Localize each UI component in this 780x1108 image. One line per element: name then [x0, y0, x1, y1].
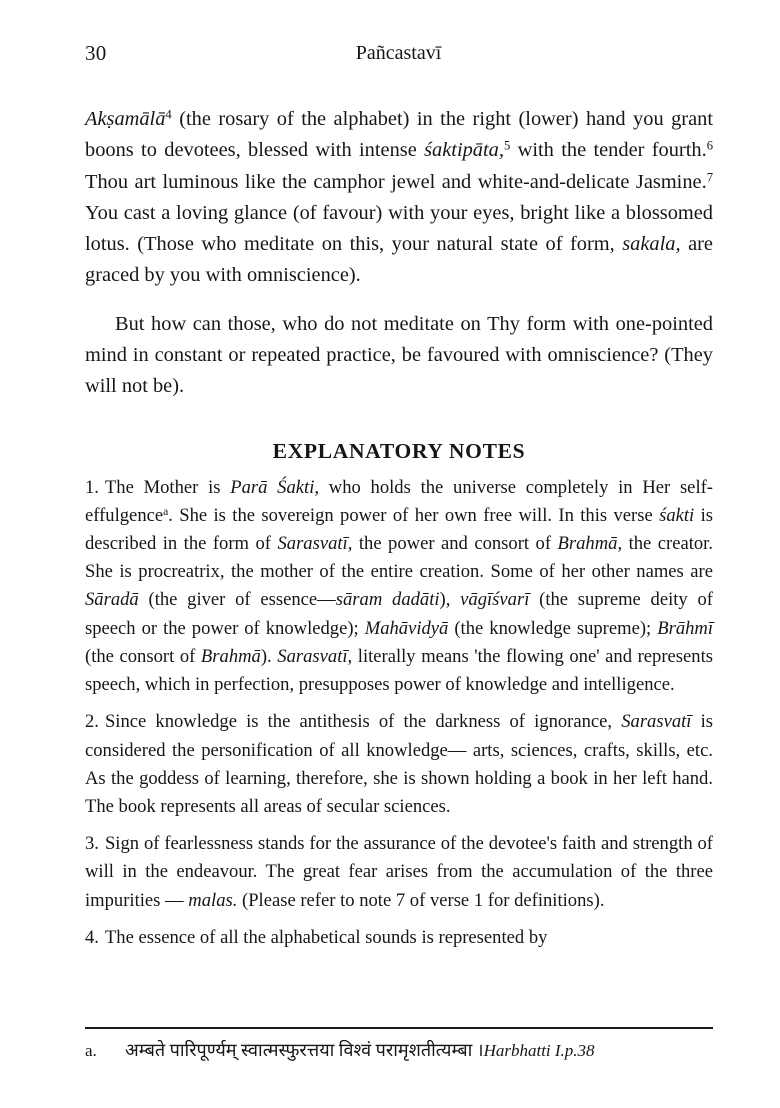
note-italic-brahma-2: Brahmā: [200, 645, 261, 667]
footnote-entry: [85, 1037, 713, 1064]
note-text: (the knowledge supreme);: [448, 617, 658, 639]
note-number: 3.: [85, 833, 99, 855]
note-text: Sign of fearlessness stands for the assurance of the devotee's faith and strength of will in the endeavour. The great fear arises from the accumulation of the three impurities —: [85, 833, 713, 911]
footnote-marker-7: 7: [706, 170, 713, 185]
footnote-marker-a: a: [163, 505, 169, 518]
note-text: ),: [439, 589, 461, 611]
verse-paragraph-2: But how can those, who do not meditate on Thy form with one-pointed mind in constant or repeated practice, be favoured with omniscience? (They will not be).: [85, 312, 713, 398]
note-italic-para-sakti: Parā Śakti,: [230, 476, 320, 498]
verse-segment-5: are graced by you with omniscience).: [85, 233, 713, 287]
note-text: (Please refer to note 7 of verse 1 for definitions).: [237, 889, 605, 911]
note-text: is described in the form of: [85, 504, 713, 555]
note-item-3: [85, 830, 713, 915]
verse-segment-4: You cast a loving glance (of favour) with your eyes, bright like a blossomed lotus. (Those who meditate on this, your natural state of form,: [85, 201, 713, 256]
note-italic-sarada: Sāradā: [85, 589, 139, 611]
verse-segment-3: Thou art luminous like the camphor jewel and white-and-delicate Jasmine.: [85, 170, 707, 193]
note-text: . She is the sovereign power of her own free will. In this verse: [168, 504, 660, 526]
note-italic-sarasvati-2: Sarasvatī,: [277, 645, 353, 667]
note-text: (the supreme deity of speech or the power of knowledge);: [85, 589, 713, 639]
note-text: who holds the universe completely in Her self-effulgence: [85, 476, 713, 526]
note-text: The essence of all the alphabetical sounds is represented by: [104, 926, 548, 948]
note-item-1: [85, 474, 713, 700]
note-text: literally means 'the flowing one' and represents speech, which in perfection, presupposes power of knowledge and intelligence.: [85, 645, 713, 696]
verse-italic-sakala: sakala,: [622, 233, 681, 256]
note-number: 4.: [85, 926, 99, 948]
footnote-devanagari-text: अम्बते पारिपूर्ण्यम् स्वात्मस्फुरत्तया विश्वं परामृशतीत्यम्बा ।: [125, 1040, 484, 1060]
footnote-marker-4: 4: [165, 107, 172, 122]
verse-segment-1: (the rosary of the alphabet) in the right (lower) hand you grant boons to devotees, blessed with intense: [85, 108, 713, 162]
explanatory-notes-list: [85, 474, 713, 952]
note-italic-sarasvati: Sarasvatī: [621, 711, 692, 733]
note-italic-sarasvati: Sarasvatī,: [277, 533, 353, 555]
note-text: the creator. She is procreatrix, the mother of the entire creation. Some of her other names are: [85, 533, 713, 583]
note-italic-brahmi: Brāhmī: [657, 617, 713, 639]
footnote-separator-rule: [85, 1027, 713, 1029]
note-text: the power and consort of: [352, 533, 558, 555]
note-italic-brahma: Brahmā,: [557, 533, 623, 555]
footnote-label-a: a.: [85, 1041, 97, 1060]
verse-paragraph-1: [85, 104, 713, 292]
page-number: 30: [85, 41, 107, 65]
verse-translation-block: [85, 104, 713, 403]
section-heading-explanatory-notes: EXPLANATORY NOTES: [272, 438, 526, 463]
note-number: 2.: [85, 711, 99, 733]
note-text: (the consort of: [85, 645, 201, 667]
note-number: 1.: [85, 476, 99, 498]
footnote-marker-6: 6: [706, 138, 713, 153]
running-head: [85, 40, 712, 66]
verse-italic-saktipata: śaktipāta,: [424, 139, 504, 162]
note-item-4: [85, 924, 713, 952]
verse-segment-2: with the tender fourth.: [510, 139, 707, 162]
footnote-source-reference: Harbhatti I.p.38: [483, 1041, 595, 1060]
note-italic-vagisvari: vāgīśvarī: [460, 589, 530, 611]
footnote-marker-5: 5: [503, 138, 511, 153]
note-italic-malas: malas.: [188, 889, 238, 911]
running-title: Pañcastavī: [355, 42, 442, 64]
note-text: The Mother is: [104, 476, 231, 498]
note-text: ).: [260, 645, 278, 667]
text-column: [85, 104, 713, 954]
note-text: is considered the personification of all knowledge— arts, sciences, crafts, skills, etc. As the goddess of learning, therefore, she is shown holding a book in her left hand. The book represents all areas of secular sciences.: [85, 711, 714, 817]
note-text: Since knowledge is the antithesis of the darkness of ignorance,: [104, 711, 622, 733]
note-italic-sakti: śakti: [659, 504, 695, 526]
note-italic-saram-dadati: sāram dadāti: [335, 589, 440, 611]
note-text: (the giver of essence—: [138, 589, 336, 611]
verse-lead-italic: Akṣamālā: [85, 108, 166, 130]
note-item-2: [85, 708, 713, 821]
note-italic-mahavidya: Mahāvidyā: [364, 617, 449, 639]
